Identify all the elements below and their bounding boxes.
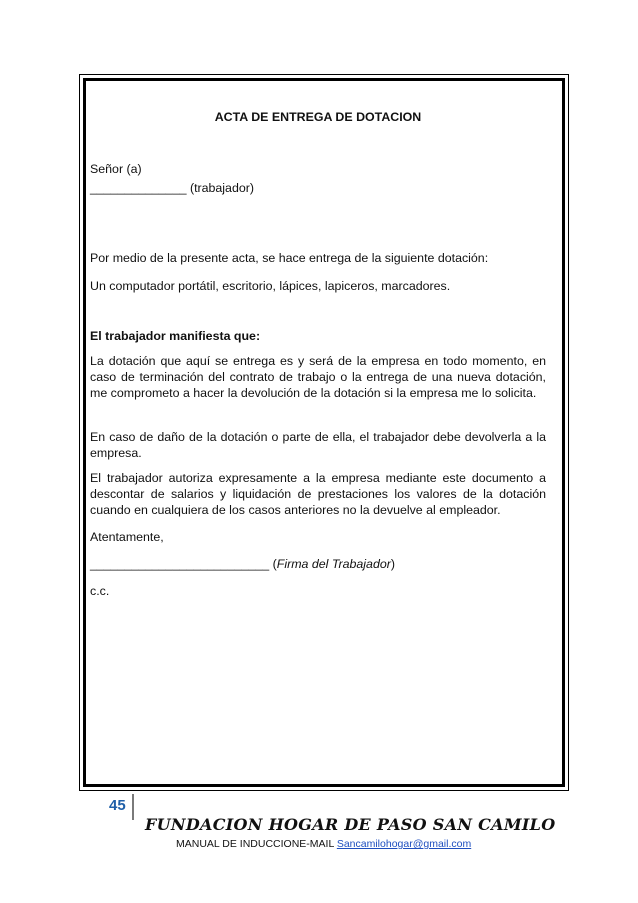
signature-label: Firma del Trabajador: [276, 557, 391, 571]
intro-text: Por medio de la presente acta, se hace entrega de la siguiente dotación:: [90, 251, 489, 265]
closing-text: Atentamente,: [90, 530, 164, 544]
email-link[interactable]: Sancamilohogar@gmail.com: [336, 838, 472, 850]
paragraph-1: La dotación que aquí se entrega es y será de la empresa en todo momento, en caso de terminación del contrato de trabajo o la entrega de una nueva dotación, me comprometo a hacer la devolución de la dotación si la empresa me lo solicita.: [90, 354, 546, 401]
page-number: 45: [109, 797, 126, 814]
organization-name: FUNDACION HOGAR DE PASO SAN CAMILO: [145, 815, 556, 834]
document-title: ACTA DE ENTREGA DE DOTACION: [214, 110, 422, 124]
paragraph-3: El trabajador autoriza expresamente a la empresa mediante este documento a descontar de salarios y liquidación de prestaciones los valores de la dotación cuando en cualquiera de los casos anteriores no la devuelve al empleador.: [90, 471, 546, 518]
footer-contact: [176, 838, 471, 850]
id-label: c.c.: [90, 584, 110, 598]
manual-text: MANUAL DE INDUCCIONE-MAIL: [176, 838, 337, 850]
worker-blank: ______________: [90, 181, 187, 195]
paragraph-2: En caso de daño de la dotación o parte de ella, el trabajador debe devolverla a la empresa.: [90, 430, 546, 461]
worker-line: [90, 180, 546, 196]
signature-blank: __________________________: [90, 557, 270, 571]
items-text: Un computador portátil, escritorio, lápices, lapiceros, marcadores.: [90, 279, 451, 293]
signature-line: [90, 556, 546, 572]
worker-label: (trabajador): [189, 181, 254, 195]
page-number-divider: [132, 794, 134, 820]
signature-open: (: [272, 557, 277, 571]
salutation: Señor (a): [90, 162, 142, 176]
declaration-heading: El trabajador manifiesta que:: [90, 329, 261, 343]
signature-close: ): [390, 557, 395, 571]
